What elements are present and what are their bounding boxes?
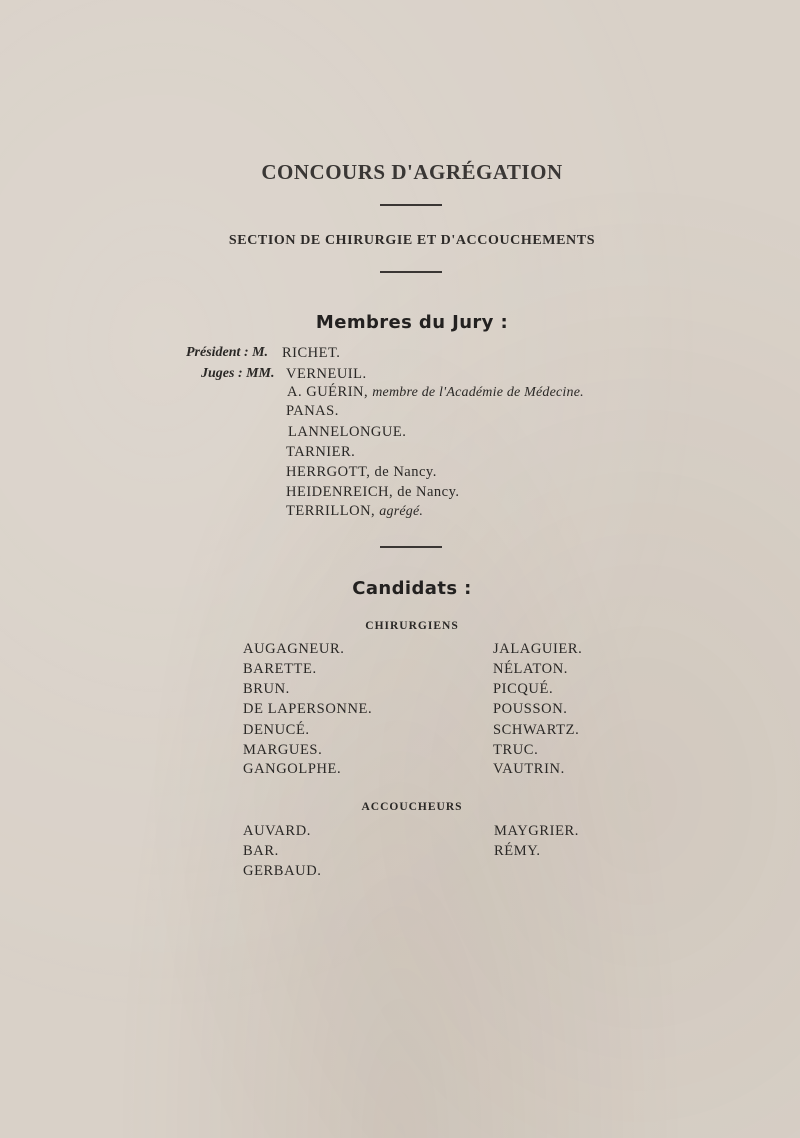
judge-name: TERRILLON, [286,503,376,519]
candidate-name: BRUN. [243,681,290,697]
divider [380,204,442,206]
judge-name: HEIDENREICH, de Nancy. [286,484,460,500]
candidate-name: POUSSON. [493,701,568,717]
candidate-name: GERBAUD. [243,863,322,879]
page-title: CONCOURS D'AGRÉGATION [261,160,563,184]
divider [380,546,442,548]
candidate-name: AUVARD. [243,823,311,839]
judge-entry [287,384,584,401]
judge-name: HERRGOTT, de Nancy. [286,464,437,480]
judge-note: agrégé. [379,504,424,519]
candidate-name: SCHWARTZ. [493,722,580,738]
president-name: RICHET. [282,345,341,361]
accoucheurs-label: ACCOUCHEURS [361,801,463,813]
judge-note: membre de l'Académie de Médecine. [372,385,584,400]
chirurgiens-label: CHIRURGIENS [365,620,459,632]
candidate-name: JALAGUIER. [493,641,583,657]
judge-name: LANNELONGUE. [288,424,407,440]
candidate-name: GANGOLPHE. [243,761,342,777]
jury-heading: Membres du Jury : [315,312,509,333]
judge-name: A. GUÉRIN, [287,384,369,400]
judge-name: TARNIER. [286,444,356,460]
judge-name: VERNEUIL. [286,366,367,382]
judges-label: Juges : MM. [201,366,275,381]
candidate-name: PICQUÉ. [493,681,554,697]
candidate-name: NÉLATON. [493,661,569,677]
section-title: SECTION DE CHIRURGIE ET D'ACCOUCHEMENTS [228,233,596,248]
candidate-name: DENUCÉ. [243,722,310,738]
candidate-name: BAR. [243,843,279,859]
candidate-name: MARGUES. [243,742,323,758]
candidate-name: TRUC. [493,742,539,758]
candidate-name: BARETTE. [243,661,317,677]
candidate-name: VAUTRIN. [493,761,565,777]
candidates-heading: Candidats : [352,578,472,599]
candidate-name: DE LAPERSONNE. [243,701,373,717]
candidate-name: AUGAGNEUR. [243,641,345,657]
divider [380,271,442,273]
judge-name: PANAS. [286,403,339,419]
judge-entry [286,503,423,520]
candidate-name: MAYGRIER. [494,823,580,839]
president-label: Président : M. [186,345,269,360]
candidate-name: RÉMY. [494,843,541,859]
